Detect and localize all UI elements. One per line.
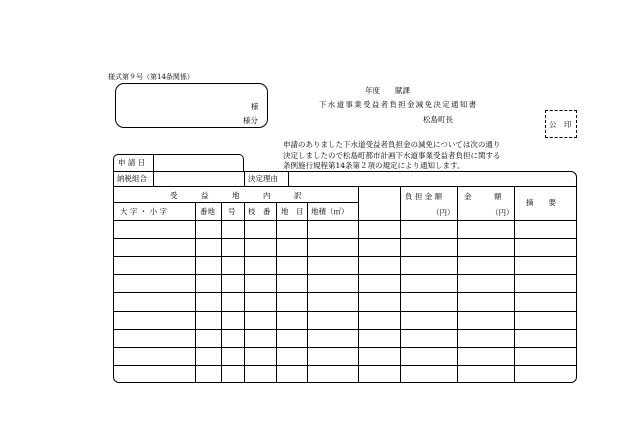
seal-label: 公 印 (549, 120, 572, 129)
group-char-5: 訳 (294, 191, 302, 200)
notice-line-2: 決定しましたので松島町都市計画下水道事業受益者負担に関する (283, 151, 501, 160)
col-banchi: 番地 (200, 207, 215, 216)
col-go: 号 (228, 207, 236, 216)
col-burden-label: 負 担 金 額 (405, 192, 443, 201)
decision-reason-value[interactable] (289, 172, 575, 185)
row-divider (113, 274, 577, 275)
table-row[interactable] (113, 365, 577, 383)
col-edaban: 枝 番 (248, 207, 271, 216)
document-title: 下水道事業受益者負担金減免決定通知書 (319, 100, 478, 109)
table-row[interactable] (113, 329, 577, 347)
application-date-value[interactable] (154, 155, 243, 170)
year-label: 年度 (365, 86, 380, 95)
col-chiseki: 地積（㎡） (311, 207, 349, 216)
col-amount-unit: （円） (491, 208, 514, 217)
row-divider (113, 365, 577, 366)
col-remarks: 摘 要 (526, 198, 556, 207)
col-amount-label-2: 額 (494, 192, 502, 201)
addressee-sama-bun: 様分 (243, 116, 258, 125)
tax-section: 賦課 (395, 86, 410, 95)
table-row[interactable] (113, 256, 577, 274)
row-divider (113, 256, 577, 257)
table-row[interactable] (113, 292, 577, 310)
tax-association-value[interactable] (154, 172, 243, 185)
decision-reason-label: 決定理由 (248, 174, 278, 183)
group-char-3: 地 (232, 191, 240, 200)
group-char-4: 内 (263, 191, 271, 200)
group-char-2: 益 (201, 191, 209, 200)
row-divider (113, 238, 577, 239)
notice-line-3: 条例施行規程第14条第２項の規定により通知します。 (283, 161, 465, 170)
form-number: 様式第９号（第14条関係） (108, 73, 194, 81)
table-row[interactable] (113, 347, 577, 365)
row-divider (113, 347, 577, 348)
notice-line-1: 申請のありました下水道受益者負担金の減免については次の通り (283, 140, 501, 149)
col-amount-label-1: 金 (464, 192, 472, 201)
table-row[interactable] (113, 220, 577, 238)
table-row[interactable] (113, 274, 577, 292)
application-date-label: 申 請 日 (118, 158, 146, 167)
row-divider (113, 329, 577, 330)
col-burden-unit: （円） (432, 208, 455, 217)
col-chimoku: 地 目 (281, 207, 304, 216)
group-char-1: 受 (170, 191, 178, 200)
addressee-sama: 様 (251, 102, 259, 111)
row-divider (113, 311, 577, 312)
row-divider (113, 292, 577, 293)
table-row[interactable] (113, 311, 577, 329)
col-oaza-koaza: 大 字 ・ 小 字 (120, 207, 168, 216)
tax-association-label: 納税組合 (117, 174, 147, 183)
table-row[interactable] (113, 238, 577, 256)
issuer: 松島町長 (423, 115, 453, 124)
